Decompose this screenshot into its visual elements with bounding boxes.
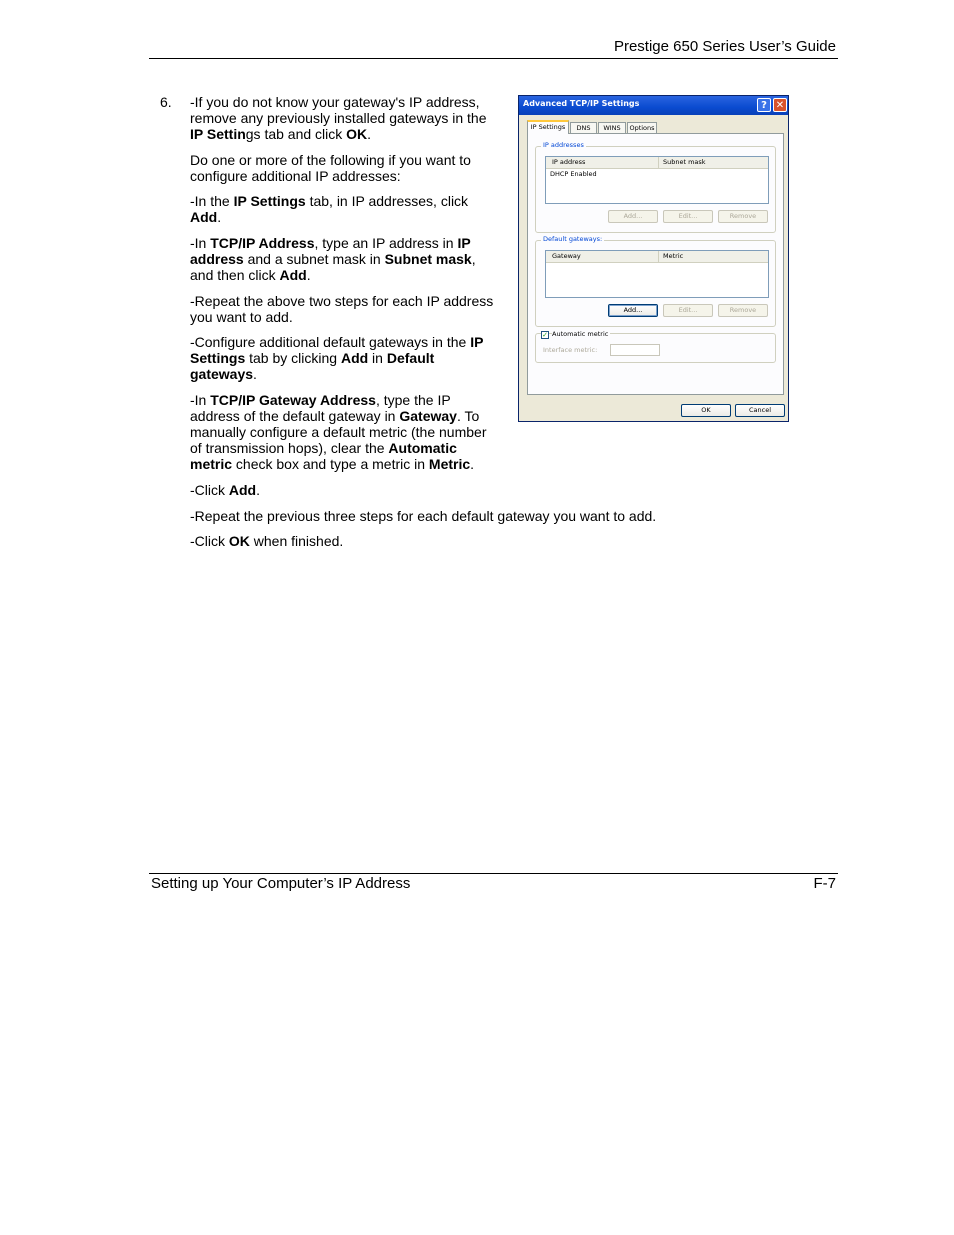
text-run: check box and type a metric in (232, 456, 429, 472)
step-paragraph-6 (190, 334, 500, 382)
dialog-title: Advanced TCP/IP Settings (523, 99, 640, 108)
text-run: . (256, 482, 260, 498)
tab-options[interactable]: Options (627, 122, 657, 133)
text-run: -If you do not know your gateway's IP address, remove any previously installed gateways in the (190, 94, 487, 126)
text-run: gs tab and click (245, 126, 347, 142)
text-run: , type the IP address of the default gateway in (190, 392, 451, 424)
bold-run: Metric (428, 456, 471, 472)
ip-remove-button[interactable]: Remove (718, 210, 768, 223)
ip-address-list[interactable] (545, 156, 769, 204)
default-gateways-label: Default gateways: (543, 235, 603, 243)
bold-run: Default gateways (190, 350, 435, 382)
ip-addresses-label: IP addresses (543, 141, 584, 149)
bold-run: Subnet mask (384, 251, 472, 267)
text-run: -Click (190, 482, 229, 498)
text-run: , and then click (190, 251, 476, 283)
header-title: Prestige 650 Series User’s Guide (613, 38, 836, 55)
bold-run: TCP/IP Gateway Address (210, 392, 376, 408)
text-run: -Configure additional default gateways in the (190, 334, 471, 350)
gateway-edit-button[interactable]: Edit... (663, 304, 713, 317)
footer-page-number: F-7 (813, 875, 836, 892)
gateway-remove-button[interactable]: Remove (718, 304, 768, 317)
text-run: . (306, 267, 311, 283)
text-run: . (470, 456, 475, 472)
header-rule (149, 58, 838, 59)
footer-section: Setting up Your Computer’s IP Address (151, 875, 411, 892)
automatic-metric-label: Automatic metric (552, 330, 609, 338)
column-ip-address[interactable]: IP address (552, 158, 586, 166)
step-paragraph-7 (190, 392, 500, 472)
step-paragraph-2: Do one or more of the following if you want to configure additional IP addresses: (190, 152, 471, 184)
column-subnet-mask[interactable]: Subnet mask (658, 157, 706, 168)
cancel-button[interactable]: Cancel (735, 404, 785, 417)
text-run: when finished. (249, 533, 344, 549)
list-item[interactable]: DHCP Enabled (550, 170, 597, 178)
text-run: -In the (190, 193, 234, 209)
interface-metric-input[interactable] (610, 344, 660, 356)
metric-group (535, 330, 776, 363)
bold-run: Gateway (399, 408, 457, 424)
footer-rule (149, 873, 838, 874)
step-paragraph-8 (190, 482, 790, 498)
help-icon[interactable]: ? (757, 98, 771, 112)
step-paragraph-10 (190, 533, 790, 549)
bold-run: Automatic metric (190, 440, 457, 472)
ip-add-button[interactable]: Add... (608, 210, 658, 223)
step-paragraph-5: -Repeat the above two steps for each IP address you want to add. (190, 293, 494, 325)
default-gateways-group (535, 235, 776, 327)
text-run: . (217, 209, 222, 225)
ok-button[interactable]: OK (681, 404, 731, 417)
gateway-add-button[interactable]: Add... (608, 304, 658, 317)
text-run: . (253, 366, 257, 382)
step-paragraph-3 (190, 193, 500, 225)
column-metric[interactable]: Metric (658, 251, 683, 262)
text-run: tab, in IP addresses, click (305, 193, 469, 209)
bold-run: OK (346, 126, 368, 142)
bold-run: Add (190, 209, 218, 225)
automatic-metric-checkbox[interactable]: ✓ (542, 331, 548, 339)
column-gateway[interactable]: Gateway (552, 252, 581, 260)
tab-ip-settings[interactable]: IP Settings (527, 120, 569, 134)
ip-list-header (546, 157, 768, 169)
bold-run: TCP/IP Address (210, 235, 315, 251)
bold-run: OK (228, 533, 250, 549)
text-run: , type an IP address in (314, 235, 458, 251)
bold-run: IP Settings (190, 334, 484, 366)
step-number: 6. (160, 94, 172, 110)
ip-settings-panel (527, 133, 784, 395)
step-paragraph-9: -Repeat the previous three steps for each default gateway you want to add. (190, 508, 657, 524)
gateway-list-header (546, 251, 768, 263)
ip-edit-button[interactable]: Edit... (663, 210, 713, 223)
text-run: -In (190, 235, 211, 251)
close-icon[interactable]: ✕ (773, 98, 787, 112)
text-run: and a subnet mask in (243, 251, 385, 267)
step-paragraph-1 (190, 94, 500, 142)
text-run: -Click (190, 533, 229, 549)
bold-run: Add (279, 267, 307, 283)
bold-run: Add (228, 482, 257, 498)
advanced-tcpip-dialog (518, 95, 789, 422)
text-run: . To manually configure a default metric (the number of transmission hops), clear the (190, 408, 487, 456)
bold-run: IP address (190, 235, 471, 267)
ip-addresses-group (535, 141, 776, 233)
gateway-list[interactable] (545, 250, 769, 298)
tab-dns[interactable]: DNS (570, 122, 597, 133)
bold-run: Add (340, 350, 369, 366)
interface-metric-label: Interface metric: (543, 346, 598, 354)
text-run: tab by clicking (245, 350, 341, 366)
dialog-titlebar (519, 96, 788, 115)
text-run: . (367, 126, 372, 142)
step-paragraph-4 (190, 235, 500, 283)
bold-run: IP Settin (190, 126, 246, 142)
tab-wins[interactable]: WINS (598, 122, 626, 133)
text-run: -In (190, 392, 211, 408)
bold-run: IP Settings (233, 193, 306, 209)
text-run: in (368, 350, 387, 366)
